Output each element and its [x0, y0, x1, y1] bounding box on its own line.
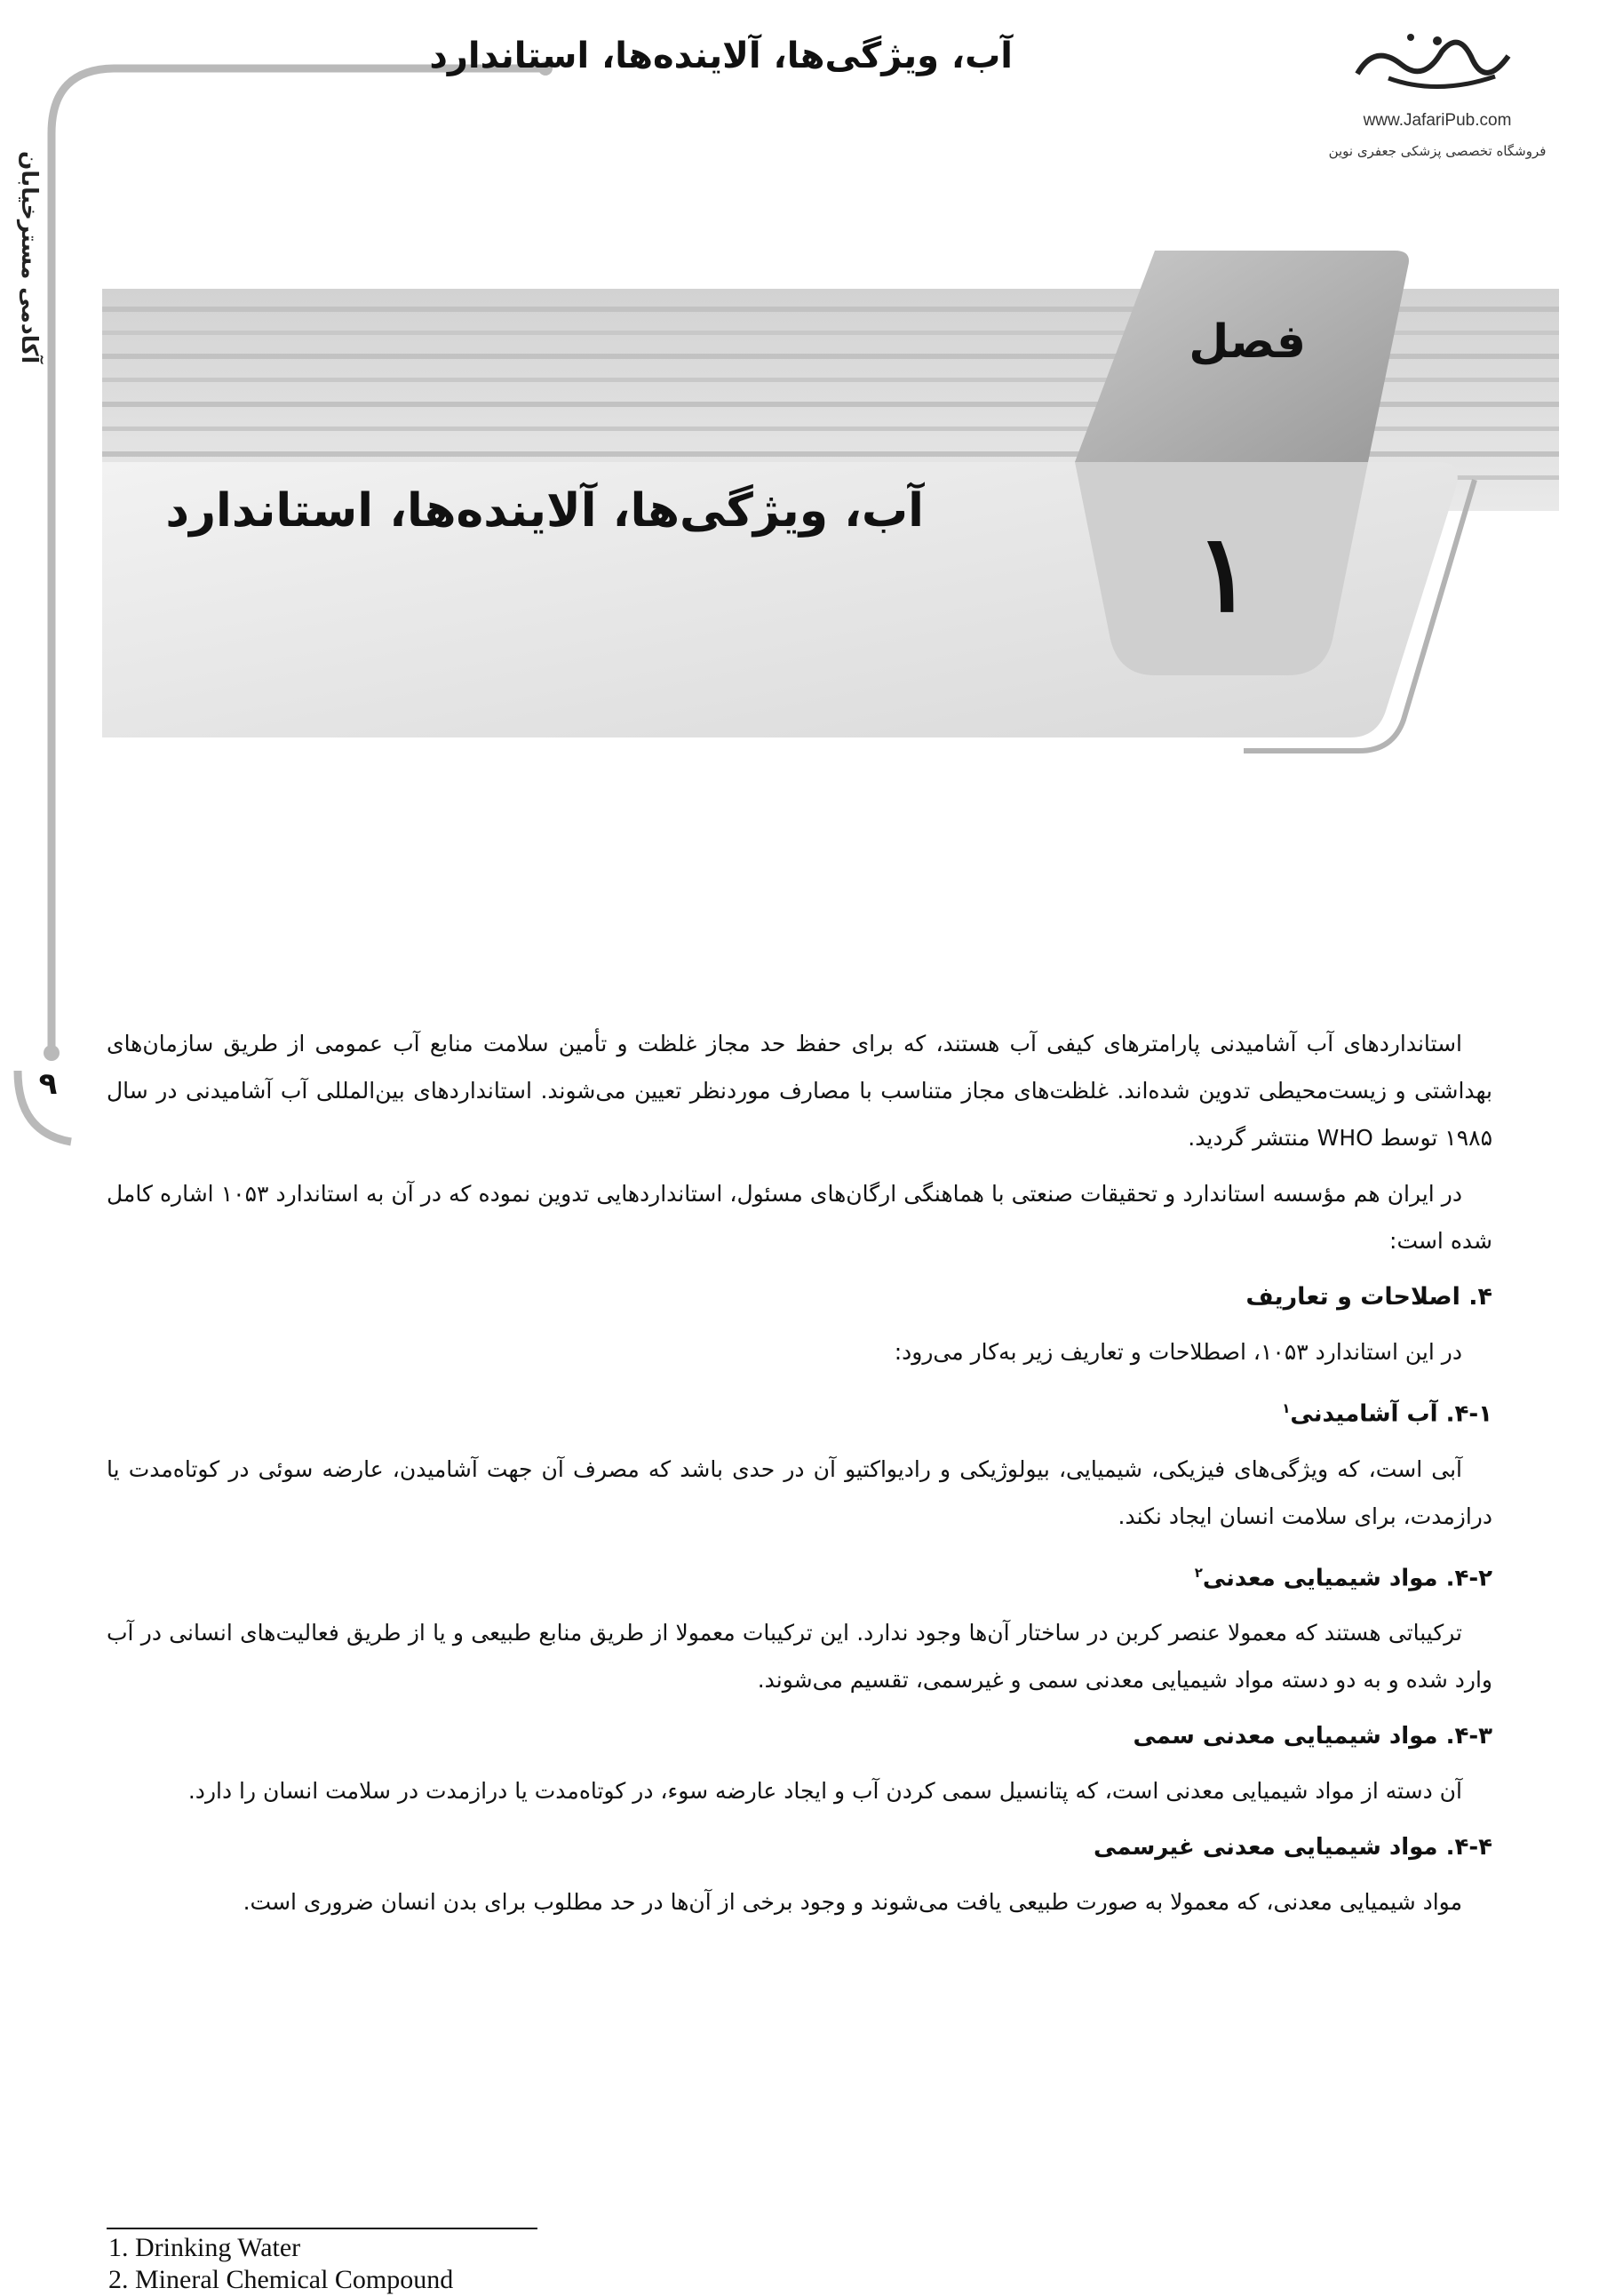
- footnote-ref: ۱: [1282, 1400, 1291, 1416]
- vertical-side-label: آکادمی مسترخیابان: [17, 151, 43, 364]
- footnotes: [108, 2232, 730, 2296]
- subsection-heading: [107, 1549, 1492, 1603]
- logo-tagline: فروشگاه تخصصی پزشکی جعفری نوین: [1328, 143, 1547, 159]
- section-heading: ۴. اصلاحات و تعاریف: [1245, 1283, 1492, 1311]
- subsection-heading: ۴-۴. مواد شیمیایی معدنی غیرسمی: [1093, 1834, 1492, 1862]
- paragraph: مواد شیمیایی معدنی، که معمولا به صورت طبیعی یافت می‌شوند و وجود برخی از آن‌ها در حد مطلوب برای بدن انسان ضروری است.: [243, 1889, 1462, 1916]
- chapter-number: ۱: [1195, 511, 1253, 636]
- paragraph: استانداردهای آب آشامیدنی پارامترهای کیفی آب هستند، که برای حفظ حد مجاز غلظت و تأمین سلامت منابع آب عمومی از طریق سازمان‌های بهداشتی و زیست‌محیطی تدوین شده‌اند. غلظت‌های مجاز متناسب با مصارف موردنظر تعیین می‌شوند. استانداردهای بین‌المللی آب آشامیدنی در سال ۱۹۸۵ توسط WHO منتشر گردید.: [107, 1031, 1492, 1151]
- subsection-heading-text: ۴-۲. مواد شیمیایی معدنی: [1202, 1565, 1492, 1592]
- running-header-title: آب، ویژگی‌ها، آلاینده‌ها، استاندارد: [429, 36, 1013, 76]
- footnote-2: 2. Mineral Chemical Compound: [108, 2265, 454, 2294]
- subsection-heading-text: ۴-۱. آب آشامیدنی: [1290, 1400, 1492, 1428]
- paragraph: در ایران هم مؤسسه استاندارد و تحقیقات صنعتی با هماهنگی ارگان‌های مسئول، استانداردهایی تدوین نموده که در آن به استاندارد ۱۰۵۳ اشاره کامل شده است:: [107, 1181, 1492, 1254]
- chapter-title: آب، ویژگی‌ها، آلاینده‌ها، استاندارد: [165, 484, 924, 538]
- body-content: [107, 1020, 1492, 1934]
- footnote-separator: [107, 2228, 537, 2229]
- logo-calligraphy-icon: [1322, 25, 1553, 109]
- subsection-heading: [107, 1384, 1492, 1439]
- paragraph: آن دسته از مواد شیمیایی معدنی است، که پتانسیل سمی کردن آب و ایجاد عارضه سوء، در کوتاه‌مدت یا درازمدت در سلامت انسان را دارد.: [187, 1778, 1462, 1805]
- publisher-logo: [1322, 25, 1553, 159]
- paragraph: در این استاندارد ۱۰۵۳، اصطلاحات و تعاریف زیر به‌کار می‌رود:: [894, 1339, 1462, 1365]
- page-number: ۹: [38, 1066, 58, 1102]
- footnote-ref: ۲: [1194, 1564, 1203, 1581]
- paragraph: آبی است، که ویژگی‌های فیزیکی، شیمیایی، بیولوژیکی و رادیواکتیو آن در حدی باشد که مصرف آن جهت آشامیدن، عارضه سوئی در کوتاه‌مدت یا درازمدت، برای سلامت انسان ایجاد نکند.: [107, 1455, 1492, 1529]
- paragraph: ترکیباتی هستند که معمولا عنصر کربن در ساختار آن‌ها وجود ندارد. این ترکیبات معمولا از طریق منابع طبیعی و یا از طریق فعالیت‌های انسانی در آب وارد شده و به دو دسته مواد شیمیایی معدنی سمی و غیرسمی، تقسیم می‌شوند.: [107, 1620, 1492, 1694]
- logo-url: www.JafariPub.com: [1363, 111, 1512, 130]
- subsection-heading: ۴-۳. مواد شیمیایی معدنی سمی: [1133, 1723, 1492, 1750]
- footnote-1: 1. Drinking Water: [108, 2233, 301, 2262]
- chapter-label: فصل: [1189, 315, 1306, 369]
